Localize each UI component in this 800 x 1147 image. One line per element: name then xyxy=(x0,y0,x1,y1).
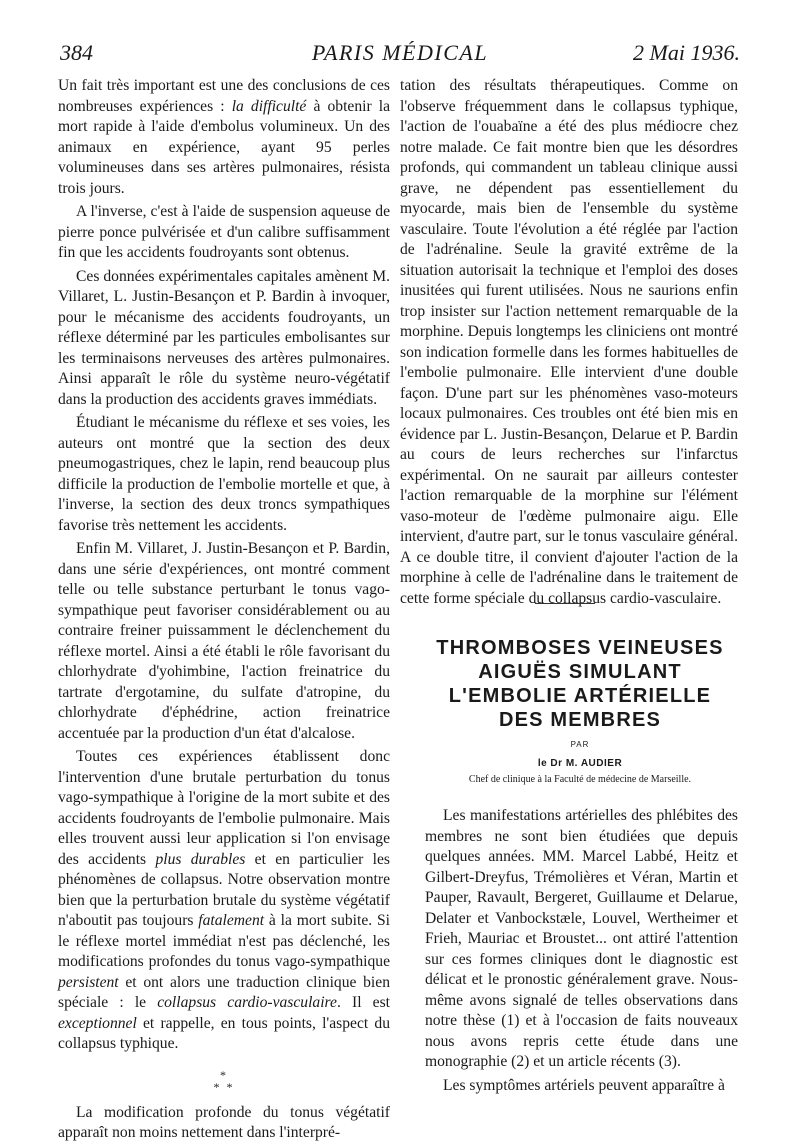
paragraph: A l'inverse, c'est à l'aide de suspension aqueuse de pierre ponce pulvérisée et d'un calibre suffisamment fin que les accidents foudroyants sont obtenus. xyxy=(58,203,390,261)
author-affiliation: Chef de clinique à la Faculté de médecine de Marseille. xyxy=(468,774,692,785)
byline-par: PAR xyxy=(570,740,590,749)
paragraph: Un fait très important est une des conclusions de ces nombreuses expériences : la difficulté à obtenir la mort rapide à l'aide d'embolus volumineux. Un des animaux en expérience, ayant 95 perles volumineuses dans ses artères pulmonaires, résista trois jours. xyxy=(58,77,390,197)
journal-title: PARIS MÉDICAL xyxy=(311,40,489,65)
paragraph: Toutes ces expériences établissent donc l'intervention d'une brutale perturbation du tonus vago-sympathique à l'origine de la mort subite et des accidents foudroyants de l'embolie pulmonaire. Mais elles trouvent aussi leur application si l'on envisage des accidents plus durables et en particulier les phénomènes de collapsus. Notre observation montre bien que la perturbation brutale du système végétatif n'aboutit pas toujours fatalement à la mort subite. Si le réflexe mortel immédiat n'est pas déclenché, les modifications profondes du tonus vago-sympathique persistent et ont alors une traduction clinique bien spéciale : le collapsus cardio-vasculaire. Il est exceptionnel et rappelle, en tous points, l'aspect du collapsus typhique. xyxy=(58,748,391,1052)
paragraph: Les manifestations artérielles des phlébites des membres ne sont bien étudiées que depuis quelques années. MM. Marcel Labbé, Heitz et Gilbert-Dreyfus, Trémolières et Véran, Martin et Pauper, Ravault, Bergeret, Guillaume et Delarue, Delater et Vanbockstæle, Louvel, Wertheimer et Frieh, Mauriac et Broustet... ont attiré l'attention sur ces formes cliniques dont le diagnostic est délicat et le pronostic généralement grave. Nous-même avons signalé de telles observations dans notre thèse (1) et à l'occasion de faits nouveaux nous avons repris cette étude dans une monographie (2) et un article récents (3). xyxy=(425,807,738,1070)
author-name: le Dr M. AUDIER xyxy=(537,758,623,769)
title-line: L'EMBOLIE ARTÉRIELLE xyxy=(448,685,712,707)
paragraph: La modification profonde du tonus végétatif apparaît non moins nettement dans l'interpré- xyxy=(58,1103,390,1141)
section-asterism: * * * xyxy=(213,1067,235,1094)
title-line: THROMBOSES VEINEUSES xyxy=(436,637,724,659)
paragraph: Enfin M. Villaret, J. Justin-Besançon et P. Bardin, dans une série d'expériences, ont montré comment telle ou telle substance perturbant le tonus vago-sympathique peut favoriser considérablement ou au contraire freiner puissamment le déclenchement du réflexe mortel. Ainsi a été établi le rôle favorisant du chlorhydrate d'yohimbine, l'action freinatrice du tartrate d'ergotamine, du sulfate d'atropine, du chlorhydrate d'éphédrine, action freinatrice accentuée par la production d'un état d'alcalose. xyxy=(58,540,390,742)
issue-date: 2 Mai 1936. xyxy=(633,40,740,65)
title-line: AIGUËS SIMULANT xyxy=(478,661,682,683)
right-column xyxy=(400,76,738,612)
article-title xyxy=(415,636,745,732)
left-column xyxy=(58,76,390,1147)
section-divider xyxy=(535,603,595,604)
paragraph: Étudiant le mécanisme du réflexe et ses voies, les auteurs ont montré que la section des deux pneumogastriques, chez le lapin, rend beaucoup plus difficile la production de l'embolie mortelle et que, à l'inverse, la section des deux troncs sympathiques favorise très nettement les accidents. xyxy=(58,414,390,534)
paragraph: Ces données expérimentales capitales amènent M. Villaret, L. Justin-Besançon et P. Bardin à invoquer, pour le mécanisme des accidents foudroyants, un réflexe déterminé par les particules embolisantes sur les terminaisons nerveuses des artères pulmonaires. Ainsi apparaît le rôle du système neuro-végétatif dans la production des accidents graves immédiats. xyxy=(58,267,390,408)
paragraph: tation des résultats thérapeutiques. Comme on l'observe fréquemment dans le collapsus typhique, l'action de l'ouabaïne a été des plus médiocre chez notre malade. Ce fait montre bien que les désordres profonds, qui commandent un tableau clinique aussi grave, ne dépendent pas essentiellement du myocarde, mais bien de l'ensemble du système vasculaire. Toute l'évolution a été réglée par l'action de l'adrénaline. Seule la gravité extrême de la situation autorisait la technique et l'emploi des doses inusitées qui furent utilisées. Nous ne saurions enfin trop insister sur l'action nettement remarquable de la morphine. Depuis longtemps les cliniciens ont montré son indication formelle dans les formes habituelles de l'embolie pulmonaire. Elle intervient d'une double façon. D'une part sur les phénomènes vaso-moteurs locaux pulmonaires. Ces troubles ont été bien mis en évidence par L. Justin-Besançon, Delarue et P. Bardin au cours de leurs recherches sur l'infarctus expérimental. On ne saurait par ailleurs contester l'action remarquable de la morphine sur l'élément vaso-moteur de l'œdème pulmonaire aigu. Elle intervient, d'autre part, sur le tonus vasculaire général. A ce double titre, il convient d'ajouter l'action de la morphine à celle de l'adrénaline dans le traitement de cette forme spéciale du collapsus cardio-vasculaire. xyxy=(400,77,738,607)
title-line: DES MEMBRES xyxy=(498,709,662,731)
article-body xyxy=(425,806,738,1099)
paragraph: Les symptômes artériels peuvent apparaître à xyxy=(443,1076,725,1094)
page-header xyxy=(60,40,740,74)
page-number: 384 xyxy=(60,40,93,65)
